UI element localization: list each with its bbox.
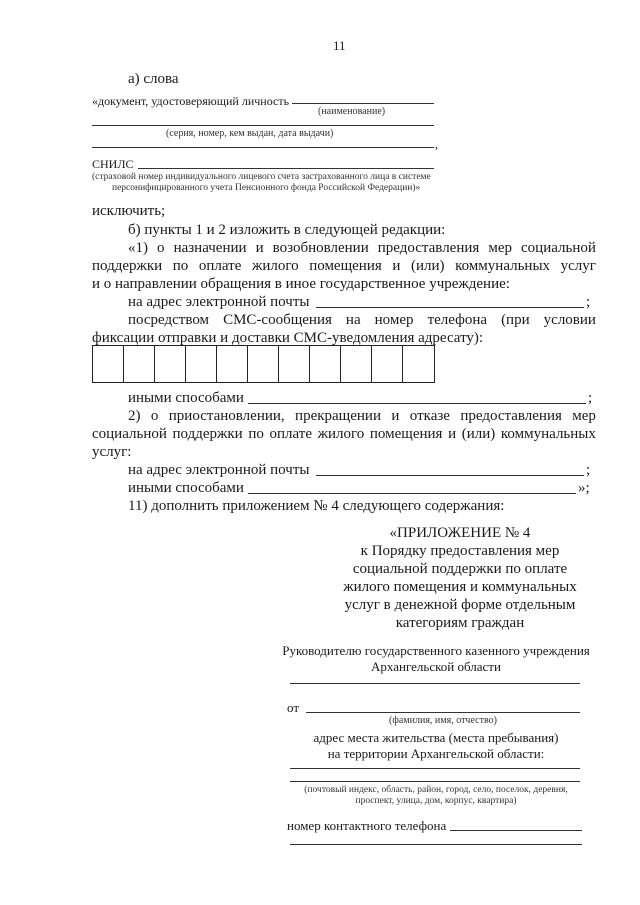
recipient-line-1: Руководителю государственного казенного учреждения [282,643,590,658]
address-line-2: на территории Архангельской области: [327,746,545,761]
phone-digit-cell[interactable] [124,346,155,382]
word: возобновлении [272,240,369,256]
snils-note-1: (страховой номер индивидуального лицевого счета застрахованного лица в системе [92,172,431,182]
word: прекращении [295,408,381,424]
word: и [255,240,264,256]
phone-extra-line[interactable] [290,844,582,845]
other-field-2[interactable] [248,493,576,494]
p1-line-2 [92,257,596,275]
section-b-intro: б) пункты 1 и 2 изложить в следующей редакции: [128,222,446,238]
phone-number-grid[interactable] [92,345,435,383]
word: оплате [269,426,312,442]
word: социальной [521,240,596,256]
word: поддержки [92,258,163,274]
word: по [172,258,189,274]
p2-line-1 [128,407,596,425]
address-field-2[interactable] [290,781,580,782]
word: коммунальных [500,426,596,442]
appendix-line: категориям граждан [395,615,525,631]
phone-digit-cell[interactable] [93,346,124,382]
word: социальной [92,426,167,442]
word: предоставления [377,240,480,256]
doc-line: «документ, удостоверяющий личность [92,94,290,108]
other-label: иными способами [128,390,244,406]
comma: , [435,137,438,151]
word: о [150,408,159,424]
phone-digit-cell[interactable] [217,346,248,382]
word: (или) [461,426,496,442]
from-label: от [287,700,300,715]
address-caption-2: проспект, улица, дом, корпус, квартира) [355,796,517,806]
word: СМС-сообщения [223,312,332,328]
recipient-field[interactable] [290,683,580,684]
p2-line-2 [92,425,596,443]
word: коммунальных [455,258,551,274]
email-label: на адрес электронной почты [128,294,310,310]
phone-digit-cell[interactable] [248,346,279,382]
appendix-title: «ПРИЛОЖЕНИЕ № 4 [389,525,531,541]
word: отказе [409,408,450,424]
word: о [157,240,165,256]
word: жилого [251,258,299,274]
from-field[interactable] [306,712,580,713]
other-label-2: иными способами [128,480,244,496]
email-field[interactable] [316,307,584,308]
caption-series: (серия, номер, кем выдан, дата выдачи) [166,128,334,139]
snils-label: СНИЛС [92,157,134,171]
word: поддержки [172,426,243,442]
phone-field[interactable] [450,830,582,831]
address-caption-1: (почтовый индекс, область, район, город, село, поселок, деревня, [304,785,568,795]
word: и [391,408,400,424]
word: (или) [410,258,445,274]
word: жилого [317,426,365,442]
p2-line-3: услуг: [92,444,132,460]
section-a-heading: а) слова [128,71,179,87]
phone-digit-cell[interactable] [341,346,372,382]
word: номер [374,312,414,328]
address-field-1[interactable] [290,768,580,769]
phone-digit-cell[interactable] [279,346,310,382]
word: мер [488,240,512,256]
sms-line-1 [128,311,596,329]
word: помещения [369,426,443,442]
word: условии [543,312,596,328]
p1-line-1 [128,239,596,257]
word: на [345,312,361,328]
email-semicolon-2: ; [586,462,591,478]
other-semicolon: ; [588,390,593,406]
caption-name: (наименование) [318,106,386,117]
word: оплате [198,258,242,274]
exclude-text: исключить; [92,203,166,219]
word: 2) [128,408,141,424]
snils-note-2: персонифицированного учета Пенсионного фонда Российской Федерации)» [112,183,421,193]
page-number: 11 [333,38,346,53]
other-field[interactable] [248,403,586,404]
appendix-line: социальной поддержки по оплате [352,561,568,577]
sms-line-2: фиксации отправки и доставки СМС-уведомления адресату): [92,330,484,346]
word: и [392,258,401,274]
word: назначении [173,240,247,256]
series-underline-2 [92,147,434,148]
email-field-2[interactable] [316,475,584,476]
word: телефона [427,312,488,328]
phone-digit-cell[interactable] [403,346,434,382]
section-11-text: 11) дополнить приложением № 4 следующего содержания: [128,498,505,514]
word: «1) [128,240,148,256]
word: мер [572,408,596,424]
recipient-line-2: Архангельской области [371,659,501,674]
close-end: »; [578,480,590,496]
address-line-1: адрес места жительства (места пребывания) [313,730,559,745]
phone-digit-cell[interactable] [372,346,403,382]
phone-digit-cell[interactable] [186,346,217,382]
phone-digit-cell[interactable] [155,346,186,382]
p1-line-3: и о направлении обращения в иное государственное учреждение: [92,276,510,292]
email-semicolon: ; [586,294,591,310]
word: предоставления [460,408,562,424]
word: (при [501,312,530,328]
word: услуг [560,258,596,274]
appendix-line: жилого помещения и коммунальных [343,579,577,595]
snils-underline [138,168,434,169]
appendix-line: к Порядку предоставления мер [360,543,560,559]
series-underline [92,125,434,126]
from-caption: (фамилия, имя, отчество) [389,715,497,726]
phone-digit-cell[interactable] [310,346,341,382]
email-label-2: на адрес электронной почты [128,462,310,478]
word: посредством [128,312,210,328]
doc-underline [292,103,434,104]
appendix-line: услуг в денежной форме отдельным [344,597,576,613]
phone-label: номер контактного телефона [287,818,447,833]
word: помещения [309,258,382,274]
word: приостановлении, [168,408,285,424]
word: и [448,426,457,442]
word: по [248,426,264,442]
